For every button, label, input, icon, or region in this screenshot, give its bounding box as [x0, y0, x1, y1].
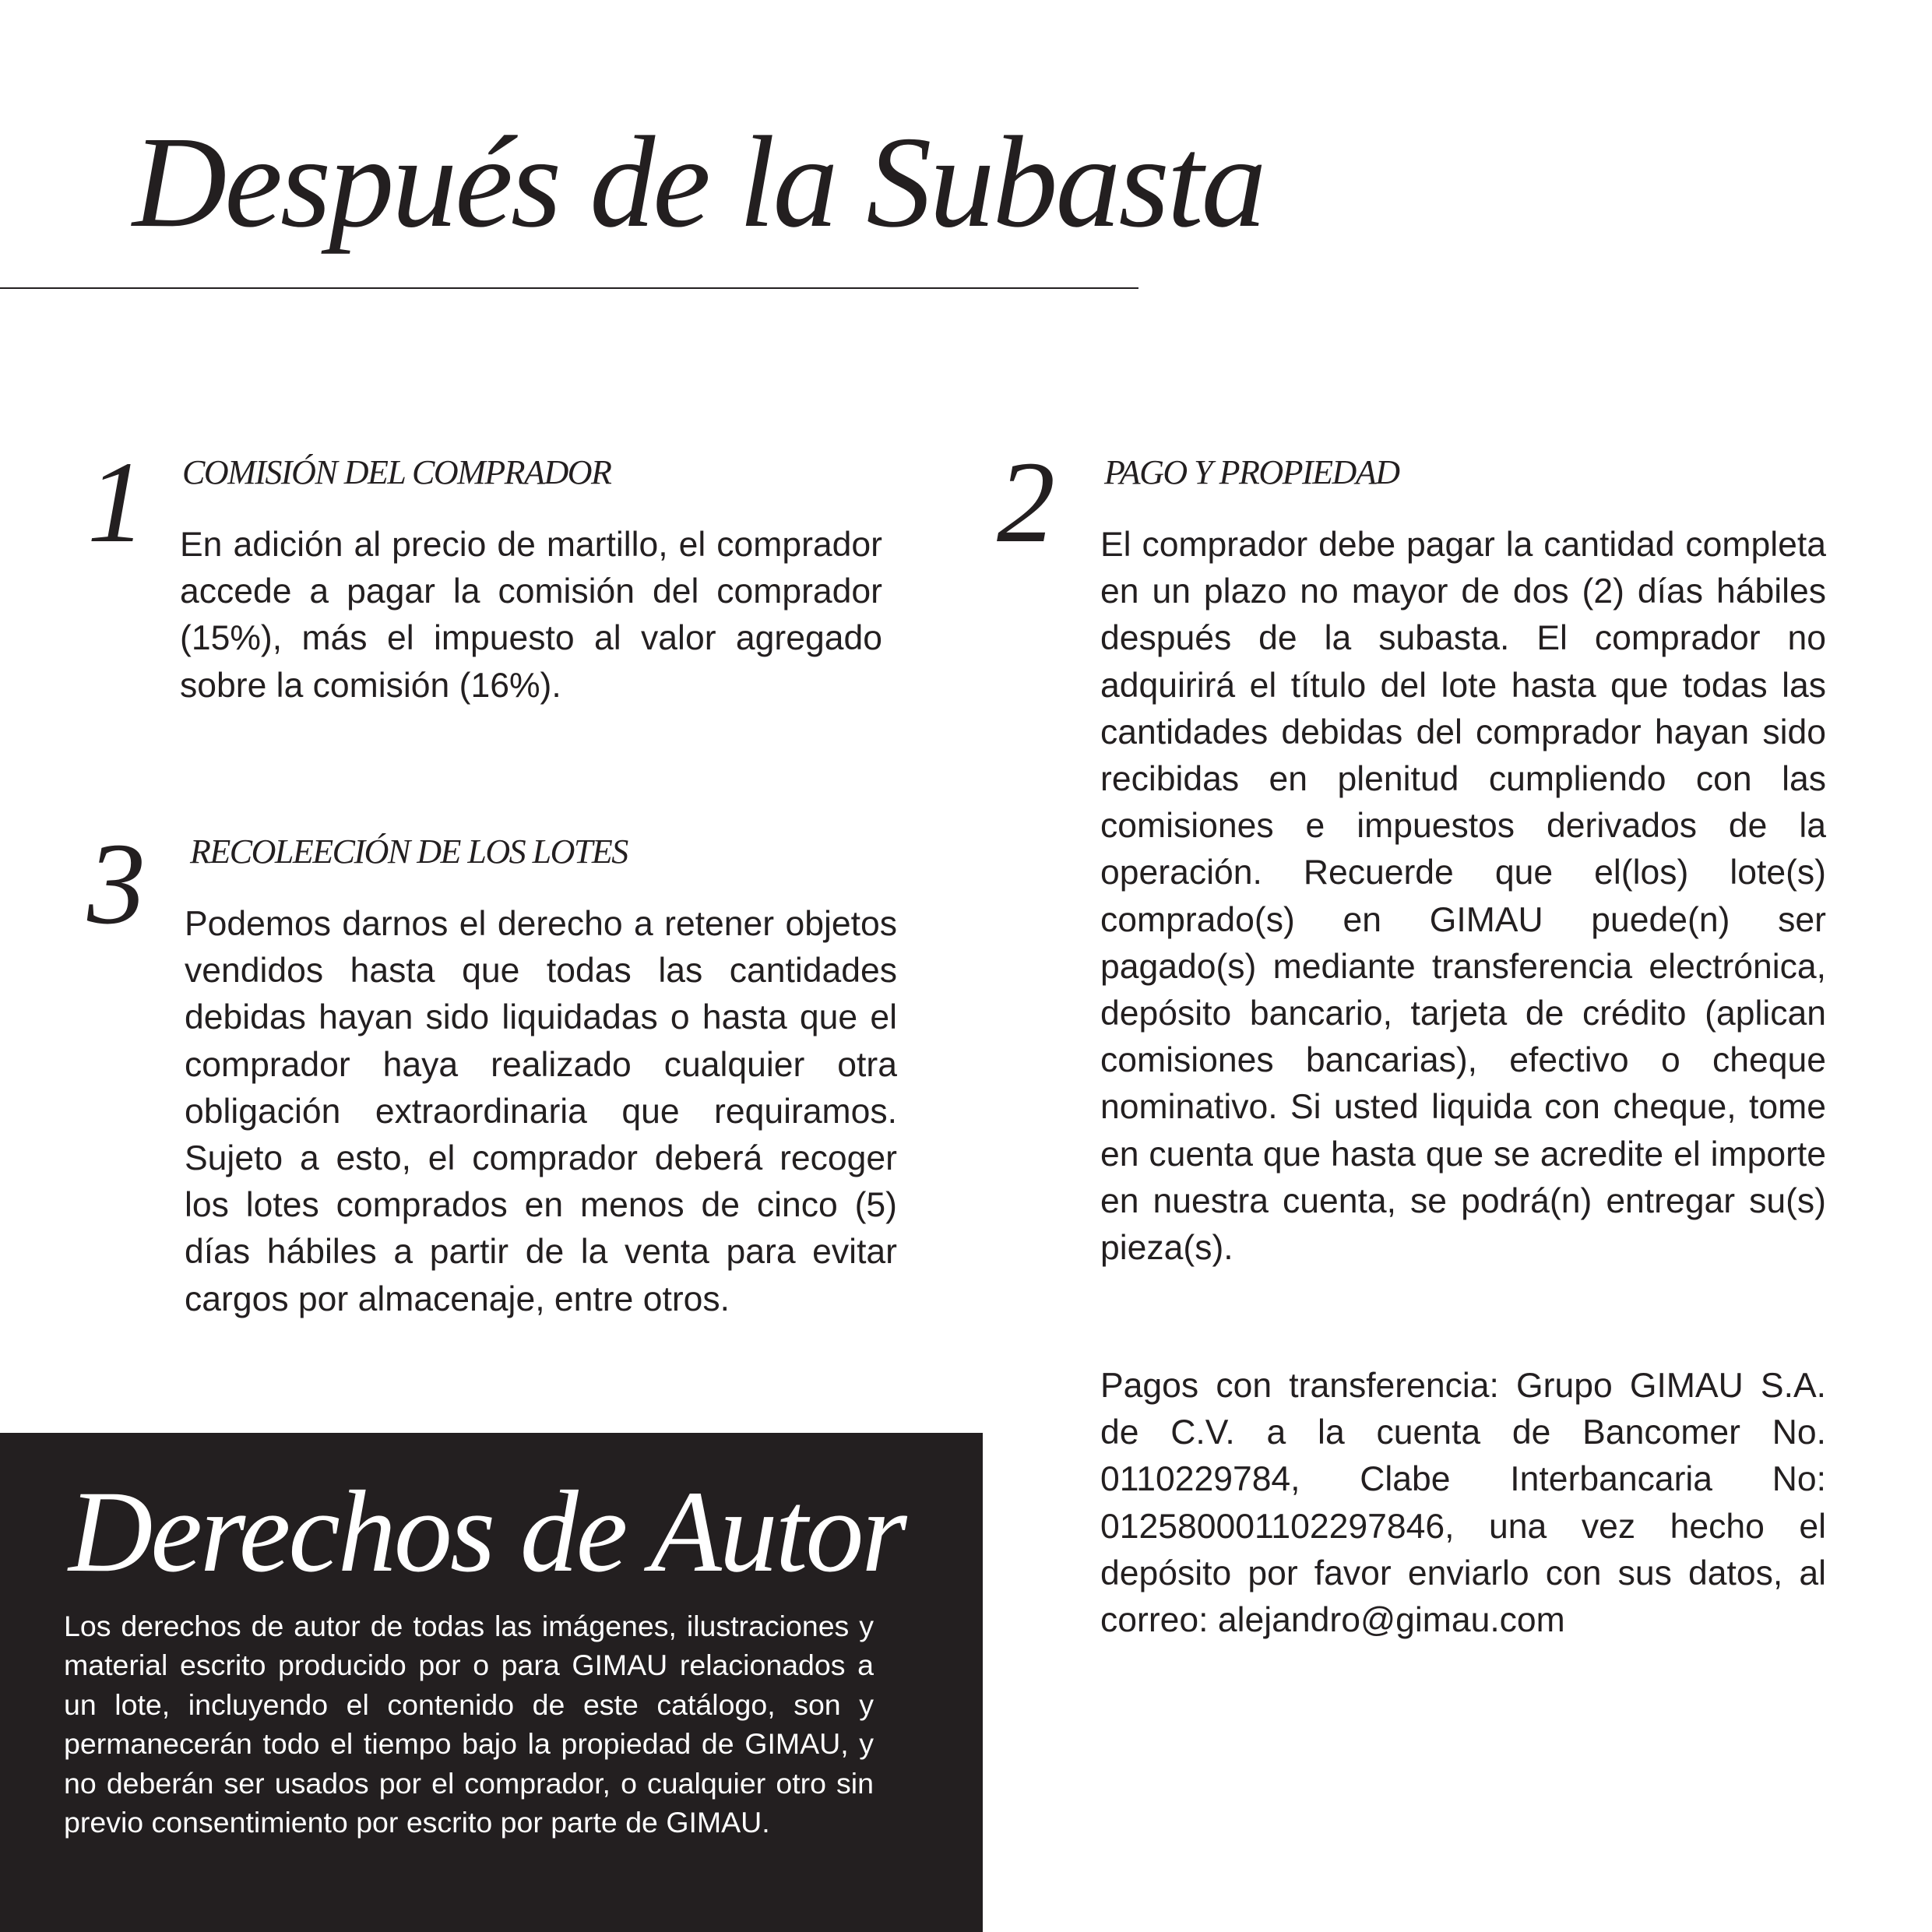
section-body: Podemos darnos el derecho a retener objetos vendidos hasta que todas las cantidades debidas hayan sido liquidadas o hasta que el comprador haya realizado cualquier otra obligación extraordinaria que requiramos. Sujeto a esto, el comprador deberá recoger los lotes comprados en menos de cinco (5) días hábiles a partir de la venta para evitar cargos por almacenaje, entre otros.	[185, 905, 897, 1318]
copyright-body: Los derechos de autor de todas las imágenes, ilustraciones y material escrito producido por o para GIMAU relacionados a un lote, incluyendo el contenido de este catálogo, son y permanecerán todo el tiempo bajo la propiedad de GIMAU, y no deberán ser usados por el comprador, o cualquier otro sin previo consentimiento por escrito por parte de GIMAU.	[64, 1610, 874, 1839]
page-title: Después de la Subasta	[132, 110, 1265, 255]
section-heading: PAGO Y PROPIEDAD	[1104, 453, 1399, 491]
title-divider	[0, 287, 1138, 289]
section-body: El comprador debe pagar la cantidad completa en un plazo no mayor de dos (2) días hábiles después de la subasta. El comprador no adquirirá el título del lote hasta que todas las cantidades debidas del comprador hayan sido recibidas en plenitud cumpliendo con las comisiones e impuestos derivados de la operación. Recuerde que el(los) lote(s) comprado(s) en GIMAU puede(n) ser pagado(s) mediante transferencia electrónica, depósito bancario, tarjeta de crédito (aplican comisiones bancarias), efectivo o cheque nominativo. Si usted liquida con cheque, tome en cuenta que hasta que se acredite el importe en nuestra cuenta, se podrá(n) entregar su(s) pieza(s).	[1100, 526, 1826, 1268]
copyright-panel	[0, 1433, 983, 1932]
section-body: En adición al precio de martillo, el comprador accede a pagar la comisión del comprador (15%), más el impuesto al valor agregado sobre la comisión (16%).	[180, 526, 882, 705]
copyright-title: Derechos de Autor	[69, 1467, 905, 1596]
section-number: 1	[87, 438, 146, 567]
section-heading: RECOLEECIÓN DE LOS LOTES	[190, 832, 628, 871]
payment-transfer-info: Pagos con transferencia: Grupo GIMAU S.A. de C.V. a la cuenta de Bancomer No. 0110229784, Clabe Interbancaria No: 012580001102297846, una vez hecho el depósito por favor enviarlo con sus datos, al correo: alejandro@gimau.com	[1100, 1367, 1826, 1640]
section-number: 2	[997, 438, 1055, 567]
section-heading: COMISIÓN DEL COMPRADOR	[182, 453, 611, 491]
section-number: 3	[87, 819, 146, 948]
